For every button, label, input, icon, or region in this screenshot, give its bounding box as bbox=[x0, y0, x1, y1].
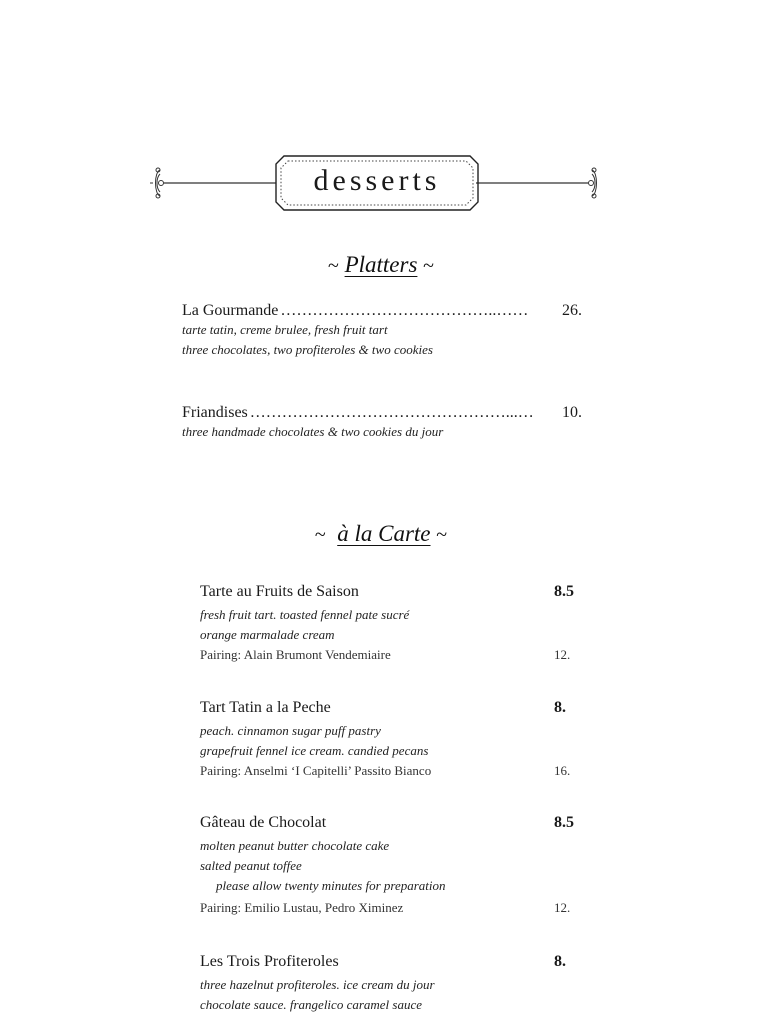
dish-name: Tarte au Fruits de Saison bbox=[200, 583, 359, 600]
dish-name: Tart Tatin a la Peche bbox=[200, 699, 331, 716]
dish-name: Les Trois Profiteroles bbox=[200, 953, 339, 970]
platter-item bbox=[182, 302, 582, 360]
pairing-line bbox=[200, 761, 580, 781]
platter-item bbox=[182, 404, 582, 442]
dish-item bbox=[200, 814, 580, 918]
dish-line bbox=[200, 953, 580, 975]
wine-pairing: Pairing: Emilio Lustau, Pedro Ximinez bbox=[200, 900, 404, 915]
platter-description: three handmade chocolates & two cookies du jour bbox=[182, 424, 444, 439]
platter-name: La Gourmande bbox=[182, 302, 279, 319]
a-la-carte-heading-text: à la Carte bbox=[337, 521, 431, 546]
dish-description: three hazelnut profiteroles. ice cream du jour bbox=[200, 977, 435, 992]
platter-line bbox=[182, 404, 582, 422]
heading-tilde-right: ~ bbox=[436, 524, 448, 546]
platters-heading-text: Platters bbox=[344, 252, 418, 277]
dish-name: Gâteau de Chocolat bbox=[200, 814, 327, 831]
platter-line bbox=[182, 302, 582, 320]
a-la-carte-heading bbox=[0, 521, 762, 547]
pairing-price: 16. bbox=[554, 763, 571, 778]
dish-price: 8.5 bbox=[554, 814, 574, 831]
heading-tilde-left: ~ bbox=[328, 255, 339, 277]
dot-leader: …………………………………..…… bbox=[280, 302, 529, 319]
dish-description: grapefruit fennel ice cream. candied pecans bbox=[200, 743, 429, 758]
dish-line bbox=[200, 583, 580, 605]
dish-description: salted peanut toffee bbox=[200, 858, 302, 873]
dish-price: 8.5 bbox=[554, 583, 574, 600]
wine-pairing: Pairing: Anselmi ‘I Capitelli’ Passito Bianco bbox=[200, 763, 432, 778]
dish-line bbox=[200, 699, 580, 721]
wine-pairing: Pairing: Alain Brumont Vendemiaire bbox=[200, 647, 391, 662]
pairing-price: 12. bbox=[554, 647, 571, 662]
pairing-line bbox=[200, 898, 580, 918]
dish-description: peach. cinnamon sugar puff pastry bbox=[200, 723, 381, 738]
platter-price: 26. bbox=[562, 302, 582, 319]
dish-description: molten peanut butter chocolate cake bbox=[200, 838, 390, 853]
platters-heading bbox=[0, 252, 762, 278]
dish-line bbox=[200, 814, 580, 836]
platter-price: 10. bbox=[562, 404, 582, 421]
platter-name: Friandises bbox=[182, 404, 248, 421]
preparation-note: please allow twenty minutes for preparation bbox=[216, 878, 446, 893]
dish-price: 8. bbox=[554, 953, 566, 970]
dish-description: orange marmalade cream bbox=[200, 627, 335, 642]
dish-description: chocolate sauce. frangelico caramel sauce bbox=[200, 997, 423, 1012]
page-title: desserts bbox=[313, 164, 441, 197]
dish-item bbox=[200, 583, 580, 665]
dish-item bbox=[200, 699, 580, 781]
dish-description: fresh fruit tart. toasted fennel pate sucré bbox=[200, 607, 410, 622]
dot-leader: …………………………………………...… bbox=[249, 404, 534, 421]
pairing-price: 12. bbox=[554, 900, 571, 915]
heading-tilde-left: ~ bbox=[314, 524, 326, 546]
platter-description: three chocolates, two profiteroles & two cookies bbox=[182, 342, 433, 357]
dish-item bbox=[200, 953, 580, 1015]
heading-tilde-right: ~ bbox=[423, 255, 434, 277]
platter-description: tarte tatin, creme brulee, fresh fruit tart bbox=[182, 322, 388, 337]
pairing-line bbox=[200, 645, 580, 665]
dish-price: 8. bbox=[554, 699, 566, 716]
